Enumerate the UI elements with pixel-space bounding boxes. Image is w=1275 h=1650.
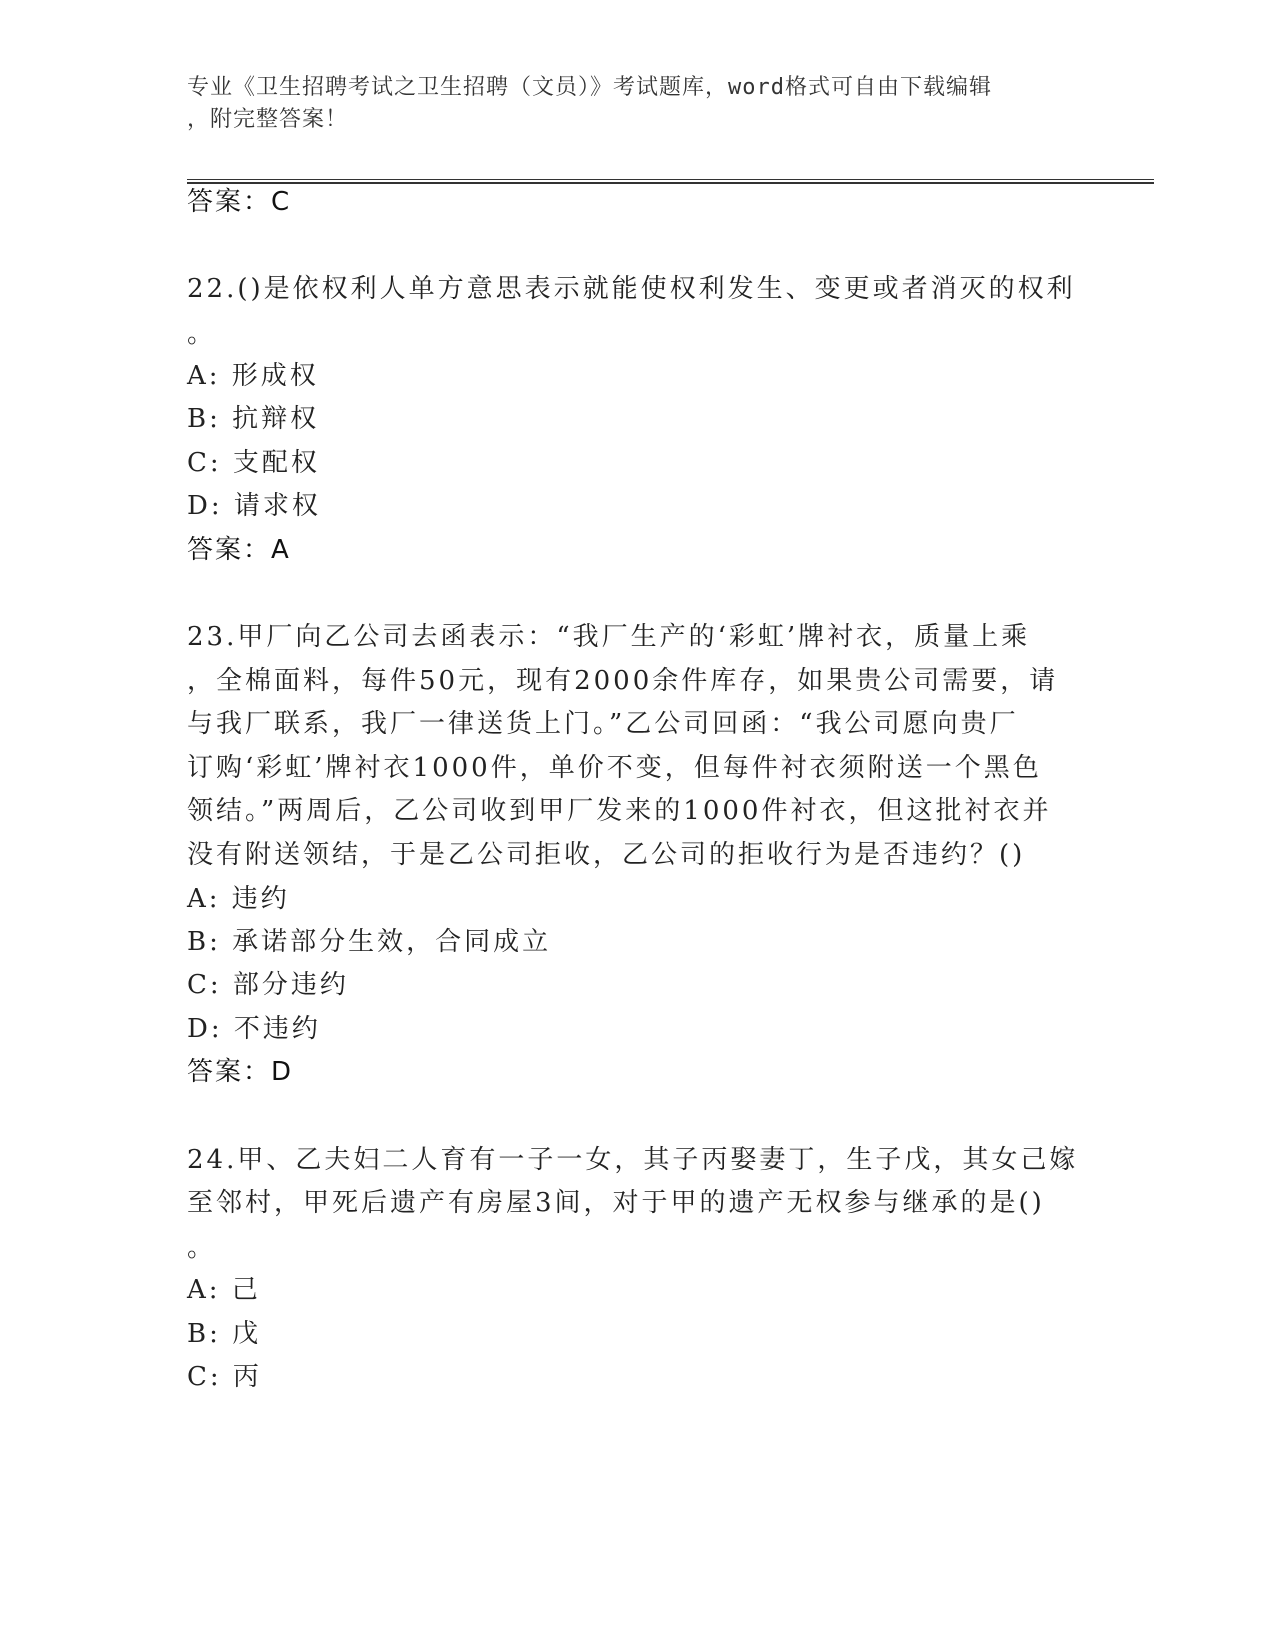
answer-prev: 答案：C	[187, 187, 292, 217]
question-22-option-c: C: 支配权	[187, 448, 320, 478]
question-24-line-3: 。	[187, 1233, 217, 1263]
question-23-line-4: 订购‘彩虹’牌衬衣1000件，单价不变，但每件衬衣须附送一个黑色	[187, 753, 1042, 783]
question-22-answer: 答案：A	[187, 535, 291, 565]
header-divider-thick	[187, 182, 1154, 184]
header-line-1: 专业《卫生招聘考试之卫生招聘（文员）》考试题库，word格式可自由下载编辑	[187, 75, 992, 100]
question-23-answer: 答案：D	[187, 1057, 294, 1087]
question-23-line-2: ，全棉面料，每件50元，现有2000余件库存，如果贵公司需要，请	[187, 666, 1059, 696]
question-23-option-c: C: 部分违约	[187, 970, 349, 1000]
question-22-option-d: D: 请求权	[187, 491, 321, 521]
question-23-line-1: 23.甲厂向乙公司去函表示：“我厂生产的‘彩虹’牌衬衣，质量上乘	[187, 622, 1031, 652]
question-22-option-a: A: 形成权	[187, 361, 319, 391]
question-23-line-3: 与我厂联系，我厂一律送货上门。”乙公司回函：“我公司愿向贵厂	[187, 709, 1019, 739]
header-divider-thin	[187, 179, 1154, 180]
question-24-option-a: A: 己	[187, 1275, 261, 1305]
question-24-option-c: C: 丙	[187, 1362, 262, 1392]
header-line-2: ，附完整答案！	[187, 107, 349, 132]
question-22-option-b: B: 抗辩权	[187, 404, 320, 434]
question-24-option-b: B: 戊	[187, 1319, 262, 1349]
question-24-line-1: 24.甲、乙夫妇二人育有一子一女，其子丙娶妻丁，生子戊，其女己嫁	[187, 1145, 1079, 1175]
question-22-line-1: 22.()是依权利人单方意思表示就能使权利发生、变更或者消灭的权利	[187, 274, 1076, 304]
question-23-option-b: B: 承诺部分生效，合同成立	[187, 927, 552, 957]
document-header	[187, 72, 1067, 136]
question-23-option-d: D: 不违约	[187, 1014, 321, 1044]
question-23-line-5: 领结。”两周后，乙公司收到甲厂发来的1000件衬衣，但这批衬衣并	[187, 796, 1052, 826]
question-23-option-a: A: 违约	[187, 884, 290, 914]
question-22-line-2: 。	[187, 319, 217, 349]
question-23-line-6: 没有附送领结，于是乙公司拒收，乙公司的拒收行为是否违约？()	[187, 840, 1026, 870]
question-24-line-2: 至邻村，甲死后遗产有房屋3间，对于甲的遗产无权参与继承的是()	[187, 1188, 1045, 1218]
